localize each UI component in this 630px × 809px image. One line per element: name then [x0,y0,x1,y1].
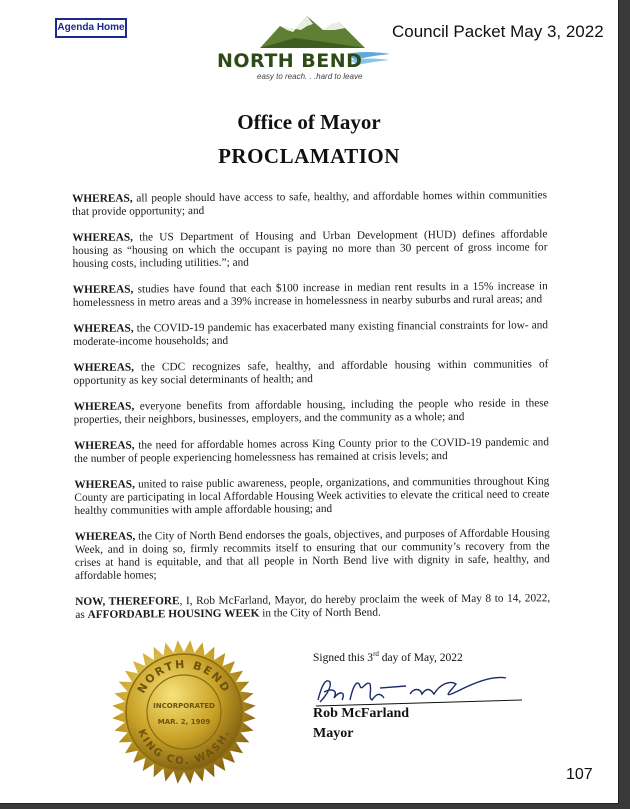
gold-seal-icon [110,638,258,786]
whereas-paragraph [73,280,548,310]
proclamation-body [72,189,550,635]
whereas-lead: WHEREAS, [74,478,135,491]
whereas-lead: WHEREAS, [73,361,134,374]
seal-center-top: INCORPORATED [153,702,215,710]
seal-bottom-text: KING CO. WASH. [135,727,233,768]
city-seal [110,638,258,786]
whereas-text: the need for affordable homes across King County prior to the COVID-19 pandemic and the number of people experiencing homelessness has remained at crisis levels; and [74,436,550,465]
whereas-lead: WHEREAS, [74,530,136,543]
whereas-text: united to raise public awareness, people, organizations, and communities throughout King County are participating in local Affordable Housing Week activities to elevate the critical need to create healthy communities with ample affordable housing; and [74,475,550,517]
proclamation-paragraph [75,592,550,622]
whereas-text: the COVID-19 pandemic has exacerbated many existing financial constraints for low- and moderate-income households; and [73,319,549,348]
signed-date [313,650,463,664]
whereas-paragraph [74,436,549,466]
seal-center-bottom: MAR. 2, 1909 [157,718,211,726]
whereas-text: the CDC recognizes safe, healthy, and affordable housing within communities of opportunity as key social determinants of health; and [73,358,549,387]
whereas-paragraph [74,397,549,427]
whereas-lead: WHEREAS, [72,283,134,296]
whereas-paragraph [73,358,548,388]
proclamation-heading: PROCLAMATION [218,144,400,168]
office-title: Office of Mayor [237,110,381,134]
whereas-lead: WHEREAS, [73,322,134,335]
whereas-lead: WHEREAS, [73,439,135,452]
whereas-lead: WHEREAS, [72,192,133,205]
page-number: 107 [566,766,593,783]
signed-suffix: day of May, 2022 [378,651,463,664]
signer-name: Rob McFarland [313,706,410,721]
signed-ordinal: rd [373,650,379,658]
whereas-paragraph [73,319,548,349]
whereas-text: everyone benefits from affordable housing, including the people who reside in these properties, their neighbors, businesses, employers, and the community as a whole; and [73,397,549,426]
proclamation-text-end: in the City of North Bend. [259,606,381,620]
proclamation-text: , I, Rob McFarland, Mayor, do hereby proclaim the week of May 8 to 14, 2022, as [75,592,551,621]
whereas-lead: WHEREAS, [73,400,135,413]
packet-title: Council Packet May 3, 2022 [392,22,604,41]
logo-tagline: easy to reach. . .hard to leave [257,72,363,81]
whereas-paragraph [72,189,547,219]
agenda-home-link[interactable]: Agenda Home [55,18,127,38]
seal-top-text: NORTH BEND [134,657,234,696]
whereas-text: studies have found that each $100 increase in median rent results in a 15% increase in homelessness in metro areas and a 39% increase in homelessness in nearby suburbs and rural areas; and [72,280,548,309]
signed-prefix: Signed this 3 [313,651,374,664]
affordable-housing-week: AFFORDABLE HOUSING WEEK [87,607,260,621]
whereas-paragraph [72,228,547,271]
whereas-text: the City of North Bend endorses the goals, objectives, and purposes of Affordable Housing Week, and in doing so, firmly recommits itself to ensuring that our community’s recovery from the crises at hand is equitable, and that all people in North Bend live with dignity in safe, healthy, and affordable homes; [74,527,550,582]
whereas-text: all people should have access to safe, healthy, and affordable homes within communities that provide opportunity; and [72,189,548,218]
whereas-paragraph [75,527,550,583]
now-therefore-lead: NOW, THEREFORE [75,595,180,608]
whereas-text: the US Department of Housing and Urban Development (HUD) defines affordable housing as “housing on which the occupant is paying no more than 30 percent of gross income for housing costs, including utilities.”; and [72,228,548,270]
logo-city-name: NORTH BEND [217,50,363,72]
signer-title: Mayor [313,726,354,741]
north-bend-logo [205,10,395,86]
whereas-paragraph [74,475,549,518]
whereas-lead: WHEREAS, [72,231,133,244]
